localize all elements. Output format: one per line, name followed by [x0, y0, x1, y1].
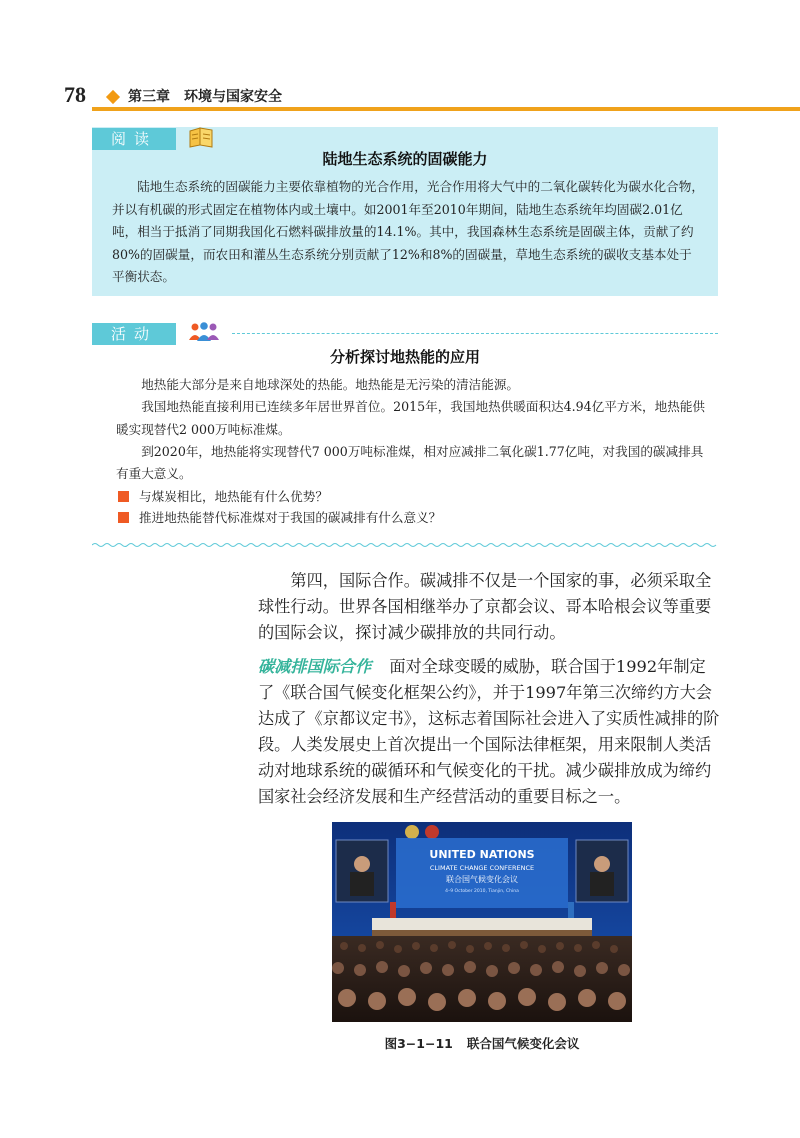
reading-tab: 阅读 — [92, 128, 176, 150]
question-text: 推进地热能替代标准煤对于我国的碳减排有什么意义？ — [139, 510, 442, 525]
main-paragraph-1 — [258, 568, 720, 646]
screen-text: UNITED NATIONS — [429, 848, 535, 861]
figure-caption — [332, 1034, 632, 1052]
screen-text: 联合国气候变化会议 — [446, 875, 518, 884]
wave-divider — [92, 542, 718, 548]
bullet-square-icon — [118, 491, 129, 502]
activity-paragraph: 我国地热能直接利用已连续多年居世界首位。2015年，我国地热供暖面积达4.94亿平方米，地热能供暖实现替代2 000万吨标准煤。 — [116, 399, 706, 437]
keyword-heading: 碳减排国际合作 — [258, 657, 372, 676]
main-paragraph-1-text: 第四，国际合作。碳减排不仅是一个国家的事，必须采取全球性行动。世界各国相继举办了京都会议、哥本哈根会议等重要的国际会议，探讨减少碳排放的共同行动。 — [258, 571, 712, 642]
reading-paragraph: 陆地生态系统的固碳能力主要依靠植物的光合作用，光合作用将大气中的二氧化碳转化为碳水化合物，并以有机碳的形式固定在植物体内或土壤中。如2001年至2010年期间，陆地生态系统年均固碳2.01亿吨，相当于抵消了同期我国化石燃料碳排放量的14.1%。其中，我国森林生态系统是固碳主体，贡献了约80%的固碳量，而农田和灌丛生态系统分别贡献了12%和8%的固碳量，草地生态系统的碳收支基本处于平衡状态。 — [112, 179, 704, 284]
activity-rule — [232, 333, 718, 334]
activity-title: 分析探讨地热能的应用 — [329, 348, 480, 366]
page-number: 78 — [64, 82, 86, 107]
main-paragraph-2 — [258, 654, 720, 810]
reading-title: 陆地生态系统的固碳能力 — [322, 150, 488, 168]
screen-text: CLIMATE CHANGE CONFERENCE — [429, 864, 535, 872]
activity-question — [118, 487, 328, 507]
activity-paragraph: 到2020年，地热能将实现替代7 000万吨标准煤，相对应减排二氧化碳1.77亿吨，对我国的碳减排具有重大意义。 — [116, 443, 704, 482]
chapter-diamond-icon — [106, 90, 120, 104]
conference-photo — [332, 822, 632, 1022]
bullet-square-icon — [118, 512, 129, 523]
question-text: 与煤炭相比，地热能有什么优势？ — [139, 489, 328, 504]
screen-text: 4–9 October 2010, Tianjin, China — [445, 889, 519, 894]
figure-caption-text: 联合国气候变化会议 — [466, 1036, 580, 1051]
activity-question — [118, 508, 441, 528]
figure-number: 图3−1−11 — [384, 1036, 453, 1051]
reading-body — [112, 176, 704, 289]
header-rule — [92, 107, 800, 111]
activity-tab: 活动 — [92, 323, 176, 345]
activity-body — [116, 374, 712, 485]
book-icon — [188, 125, 214, 149]
main-paragraph-2-text: 面对全球变暖的威胁，联合国于1992年制定了《联合国气候变化框架公约》，并于1997年第三次缔约方大会达成了《京都议定书》，这标志着国际社会进入了实质性减排的阶段。人类发展史上首次提出一个国际法律框架，用来限制人类活动对地球系统的碳循环和气候变化的干扰。减少碳排放成为缔约国家社会经济发展和生产经营活动的重要目标之一。 — [258, 657, 720, 806]
activity-paragraph: 地热能大部分是来自地球深处的热能。地热能是无污染的清洁能源。 — [141, 377, 519, 392]
group-people-icon — [188, 320, 220, 344]
chapter-title: 第三章 环境与国家安全 — [128, 89, 282, 105]
